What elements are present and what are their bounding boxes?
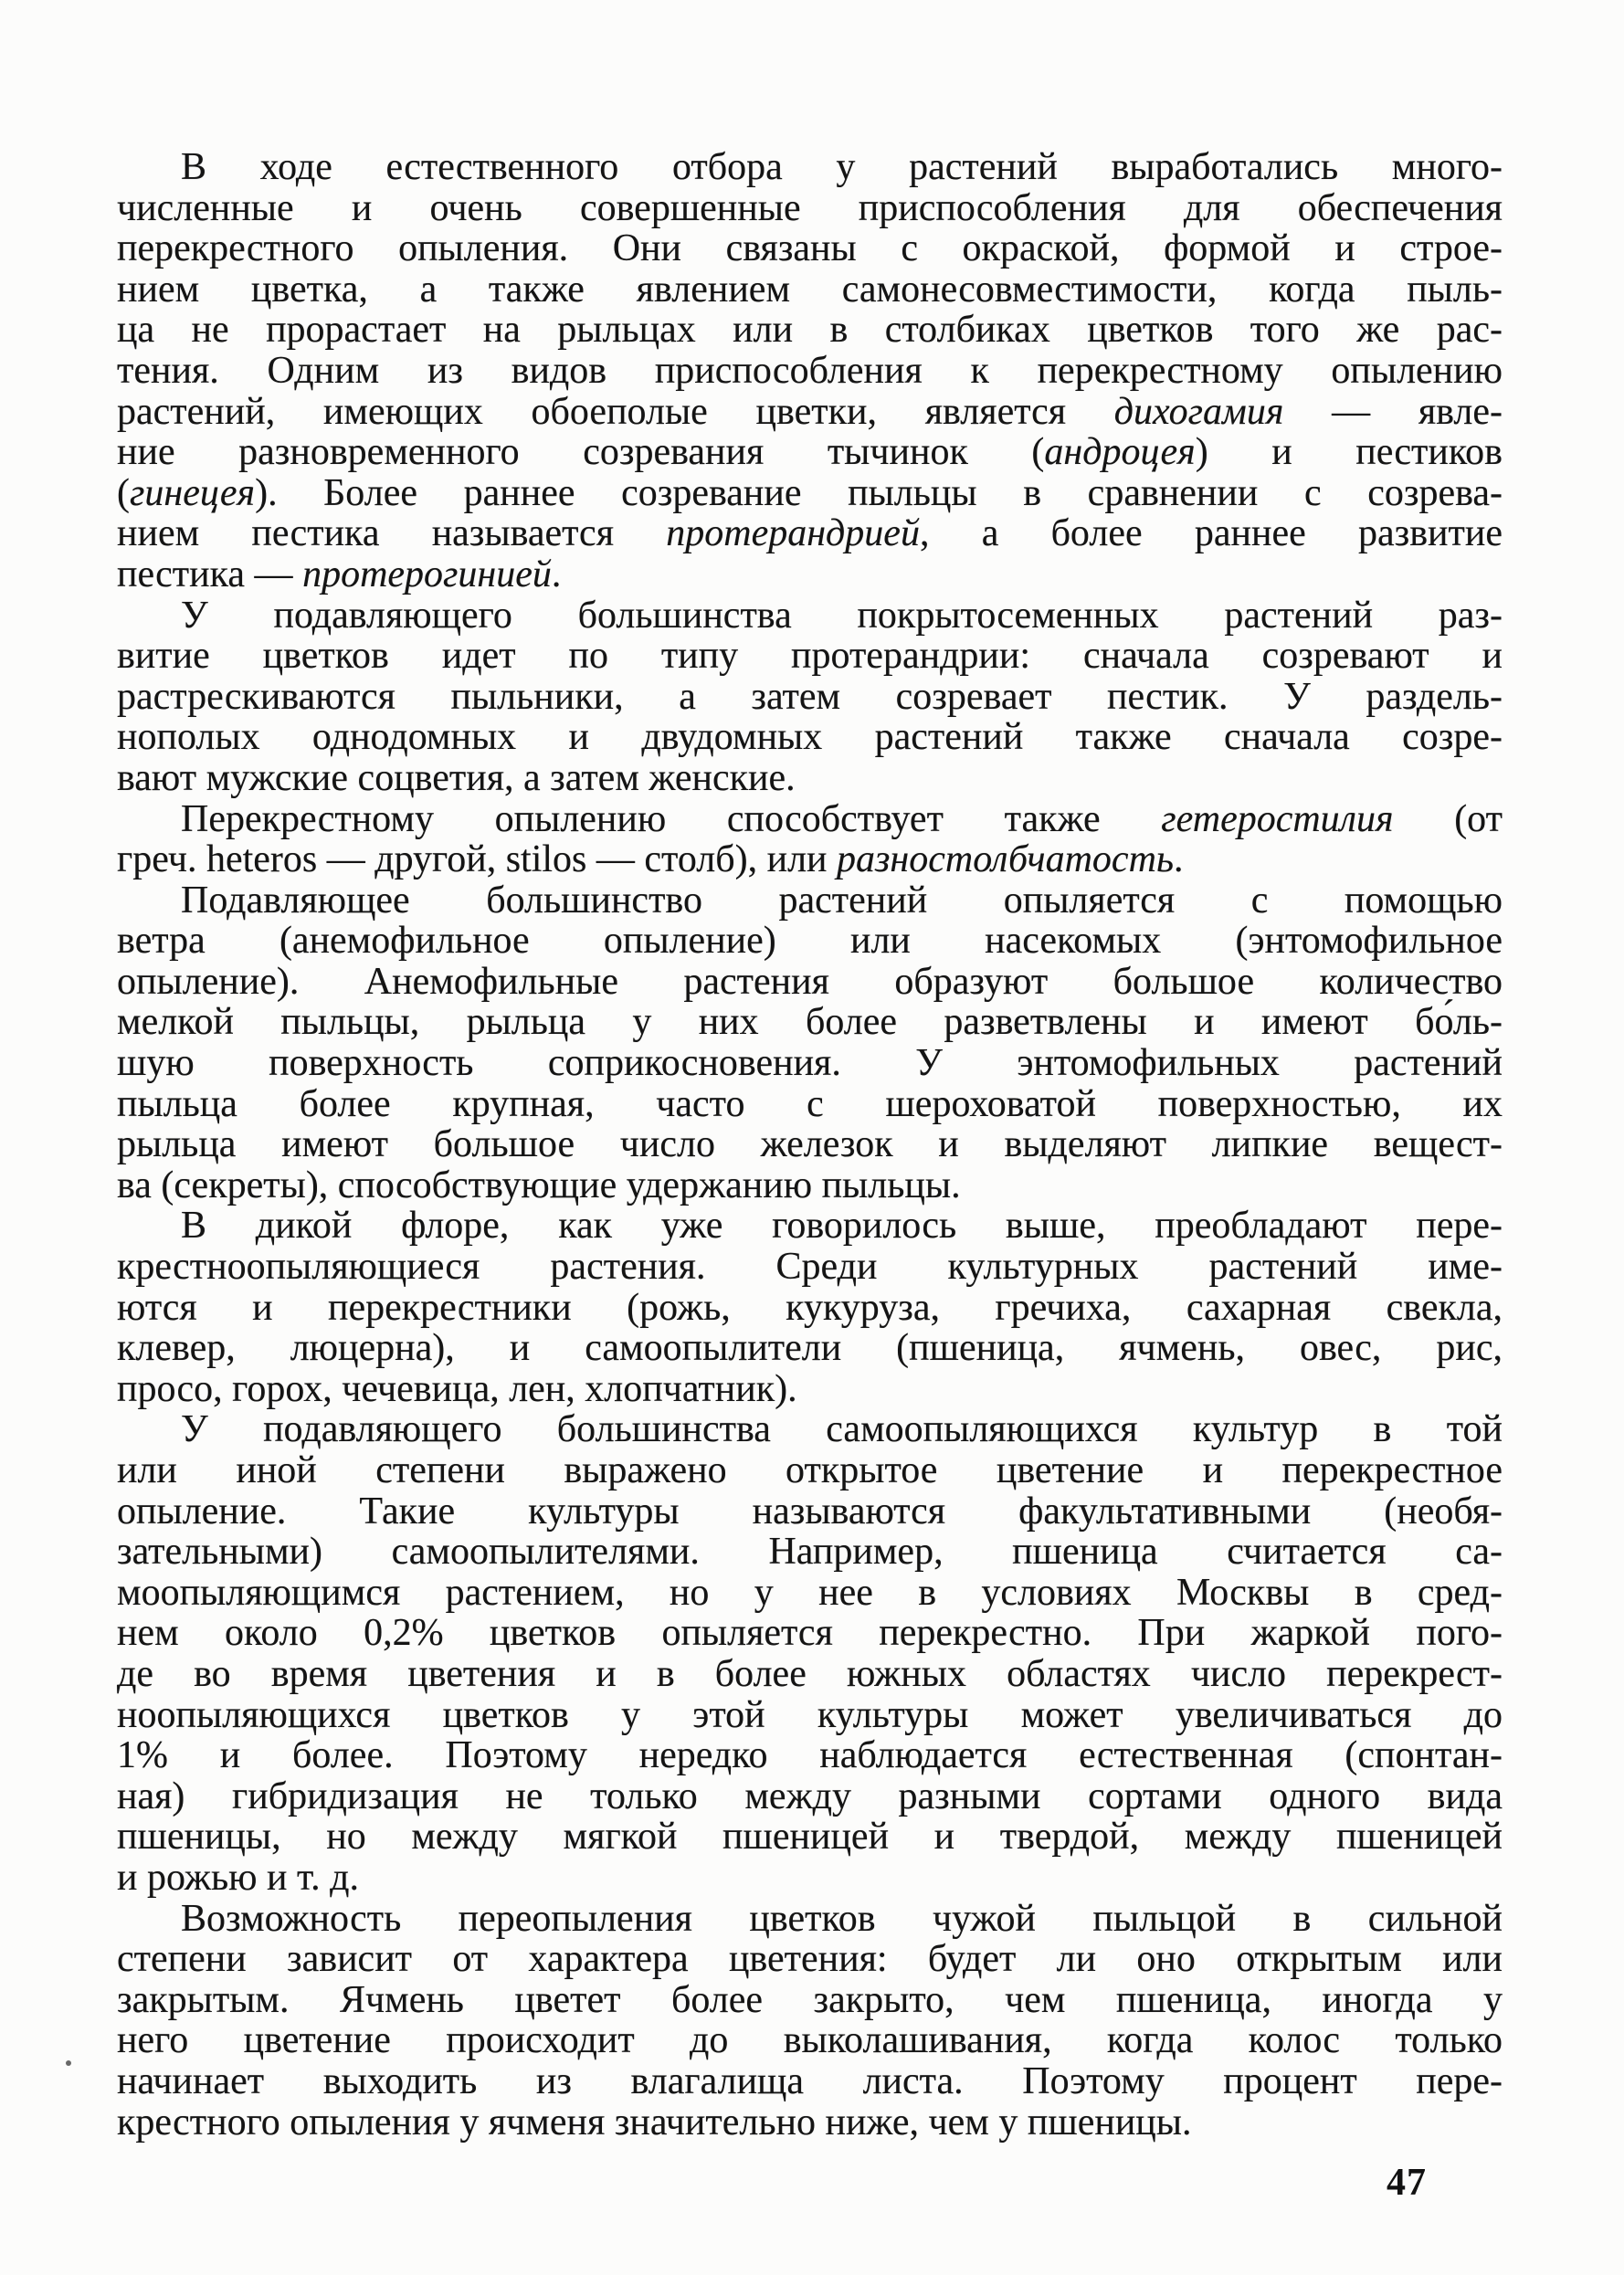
text-line <box>117 1328 1503 1369</box>
italic-term: протерогинией <box>302 553 552 595</box>
text-line <box>117 1573 1503 1614</box>
text-segment: или иной степени выражено открытое цветение и перекрестное <box>117 1449 1503 1491</box>
text-segment: начинает выходить из влагалища листа. Поэтому процент пере- <box>117 2059 1503 2102</box>
text-segment: . <box>551 553 562 595</box>
text-line <box>117 1450 1503 1491</box>
text-line <box>117 1858 1503 1899</box>
text-line <box>117 554 1503 595</box>
text-segment: В ходе естественного отбора у растений выработались много- <box>181 146 1503 188</box>
text-segment: тения. Одним из видов приспособления к перекрестному опылению <box>117 349 1503 392</box>
text-line <box>117 1654 1503 1695</box>
text-segment: ная) гибридизация не только между разными сортами одного вида <box>117 1775 1503 1817</box>
text-segment: ются и перекрестники (рожь, кукуруза, гречиха, сахарная свекла, <box>117 1286 1503 1329</box>
text-line <box>117 1532 1503 1573</box>
text-segment: Возможность переопыления цветков чужой пыльцой в сильной <box>181 1897 1503 1940</box>
text-segment: ва (секреты), способствующие удержанию пыльцы. <box>117 1164 961 1206</box>
text-line <box>117 1288 1503 1329</box>
text-segment: степени зависит от характера цветения: будет ли оно открытым или <box>117 1938 1503 1981</box>
text-segment: ). Более раннее созревание пыльцы в сравнении с созрева- <box>255 471 1503 514</box>
text-segment: нополых однодомных и двудомных растений также сначала созре- <box>117 716 1503 759</box>
text-line <box>117 1124 1503 1165</box>
text-line <box>117 188 1503 229</box>
paragraph <box>117 1899 1503 2143</box>
text-segment: де во время цветения и в более южных областях число перекрест- <box>117 1652 1503 1695</box>
text-line <box>117 513 1503 554</box>
text-segment: Подавляющее большинство растений опыляется с помощью <box>181 879 1503 922</box>
text-segment: мелкой пыльцы, рыльца у них более разветвлены и имеют бо́ль- <box>117 1001 1503 1044</box>
text-segment: (от <box>1393 797 1503 840</box>
text-line <box>117 310 1503 351</box>
paragraph <box>117 799 1503 880</box>
text-line <box>117 880 1503 922</box>
text-line <box>117 269 1503 311</box>
text-line <box>117 1613 1503 1654</box>
text-segment: перекрестного опыления. Они связаны с окраской, формой и строе- <box>117 227 1503 270</box>
text-segment: Перекрестному опылению способствует также <box>181 797 1162 840</box>
text-segment: крестноопыляющиеся растения. Среди культурных растений име- <box>117 1246 1503 1289</box>
text-line <box>117 1043 1503 1084</box>
text-line <box>117 839 1503 880</box>
text-line <box>117 921 1503 962</box>
text-segment: ноопыляющихся цветков у этой культуры может увеличиваться до <box>117 1693 1503 1736</box>
text-segment: , а более раннее развитие <box>919 512 1503 555</box>
text-segment: пшеницы, но между мягкой пшеницей и твердой, между пшеницей <box>117 1816 1503 1859</box>
text-line <box>117 1206 1503 1247</box>
text-segment: крестного опыления у ячменя значительно ниже, чем у пшеницы. <box>117 2101 1192 2143</box>
paragraph <box>117 595 1503 799</box>
text-line <box>117 1980 1503 2021</box>
text-segment: витие цветков идет по типу протерандрии: сначала созревают и <box>117 635 1503 678</box>
text-line <box>117 636 1503 677</box>
text-segment: У подавляющего большинства самоопыляющихся культур в той <box>181 1408 1503 1451</box>
text-line <box>117 1247 1503 1288</box>
text-line <box>117 1899 1503 1940</box>
text-segment: ние разновременного созревания тычинок ( <box>117 431 1045 474</box>
italic-term: дихогамия <box>1113 390 1284 433</box>
text-segment: ветра (анемофильное опыление) или насекомых (энтомофильное <box>117 920 1503 963</box>
text-line <box>117 1084 1503 1125</box>
text-segment: моопыляющимся растением, но у нее в условиях Москвы в сред- <box>117 1571 1503 1614</box>
text-line <box>117 717 1503 758</box>
text-segment: нием цветка, а также явлением самонесовместимости, когда пыль- <box>117 268 1503 311</box>
text-line <box>117 962 1503 1003</box>
text-segment: пыльца более крупная, часто с шероховатой поверхностью, их <box>117 1082 1503 1125</box>
text-line <box>117 473 1503 514</box>
text-segment: — явле- <box>1283 390 1503 433</box>
text-line <box>117 2020 1503 2061</box>
text-line <box>117 1735 1503 1776</box>
text-segment: вают мужские соцветия, а затем женские. <box>117 756 796 799</box>
paragraph <box>117 1206 1503 1409</box>
text-segment: В дикой флоре, как уже говорилось выше, преобладают пере- <box>181 1205 1503 1248</box>
text-line <box>117 2102 1503 2143</box>
text-segment: него цветение происходит до выколашивания, когда колос только <box>117 2019 1503 2062</box>
text-segment: ) и пестиков <box>1195 431 1503 474</box>
text-line <box>117 1491 1503 1532</box>
text-segment: просо, горох, чечевица, лен, хлопчатник). <box>117 1367 797 1410</box>
text-line <box>117 1369 1503 1410</box>
text-line <box>117 228 1503 269</box>
text-block <box>117 147 1503 2143</box>
italic-term: гинецея <box>130 471 256 514</box>
paragraph <box>117 880 1503 1206</box>
text-line <box>117 1939 1503 1980</box>
text-segment: нием пестика называется <box>117 512 667 555</box>
text-line <box>117 1817 1503 1858</box>
text-line <box>117 1409 1503 1450</box>
text-segment: растрескиваются пыльники, а затем созревает пестик. У раздель- <box>117 675 1503 718</box>
text-line <box>117 595 1503 637</box>
text-segment: шую поверхность соприкосновения. У энтомофильных растений <box>117 1042 1503 1085</box>
text-segment: зательными) самоопылителями. Например, пшеница считается са- <box>117 1531 1503 1574</box>
text-line <box>117 392 1503 433</box>
paragraph <box>117 1409 1503 1898</box>
paragraph <box>117 147 1503 595</box>
text-segment: . <box>1174 838 1184 881</box>
italic-term: андроцея <box>1044 431 1196 474</box>
text-segment: закрытым. Ячмень цветет более закрыто, чем пшеница, иногда у <box>117 1978 1503 2021</box>
text-segment: растений, имеющих обоеполые цветки, является <box>117 390 1114 433</box>
text-segment: рыльца имеют большое число железок и выделяют липкие вещест- <box>117 1123 1503 1166</box>
text-segment: 1% и более. Поэтому нередко наблюдается естественная (спонтан- <box>117 1734 1503 1777</box>
text-segment: пестика — <box>117 553 303 595</box>
text-line <box>117 1165 1503 1206</box>
text-segment: и рожью и т. д. <box>117 1856 360 1899</box>
text-line <box>117 677 1503 718</box>
text-segment: У подавляющего большинства покрытосеменных растений раз- <box>181 594 1503 637</box>
text-line <box>117 351 1503 392</box>
text-line <box>117 1695 1503 1736</box>
text-segment: клевер, люцерна), и самоопылители (пшеница, ячмень, овес, рис, <box>117 1327 1503 1370</box>
text-segment: опыление). Анемофильные растения образуют большое количество <box>117 960 1503 1003</box>
page-number: 47 <box>1387 2162 1427 2204</box>
text-line <box>117 432 1503 473</box>
italic-term: гетеростилия <box>1161 797 1394 840</box>
text-segment: численные и очень совершенные приспособления для обеспечения <box>117 186 1503 229</box>
text-line <box>117 147 1503 188</box>
text-line <box>117 758 1503 799</box>
italic-term: протерандрией <box>666 512 920 555</box>
text-line <box>117 1776 1503 1817</box>
text-segment: опыление. Такие культуры называются факультативными (необя- <box>117 1490 1503 1532</box>
text-segment: греч. heteros — другой, stilos — столб), или <box>117 838 838 881</box>
text-segment: нем около 0,2% цветков опыляется перекрестно. При жаркой пого- <box>117 1612 1503 1655</box>
text-line <box>117 2061 1503 2102</box>
text-line <box>117 1002 1503 1043</box>
scan-speck <box>66 2060 71 2066</box>
text-segment: ца не прорастает на рыльцах или в столбиках цветков того же рас- <box>117 309 1503 352</box>
text-line <box>117 799 1503 840</box>
text-segment: ( <box>117 471 130 514</box>
italic-term: разностолбчатость <box>837 838 1175 881</box>
